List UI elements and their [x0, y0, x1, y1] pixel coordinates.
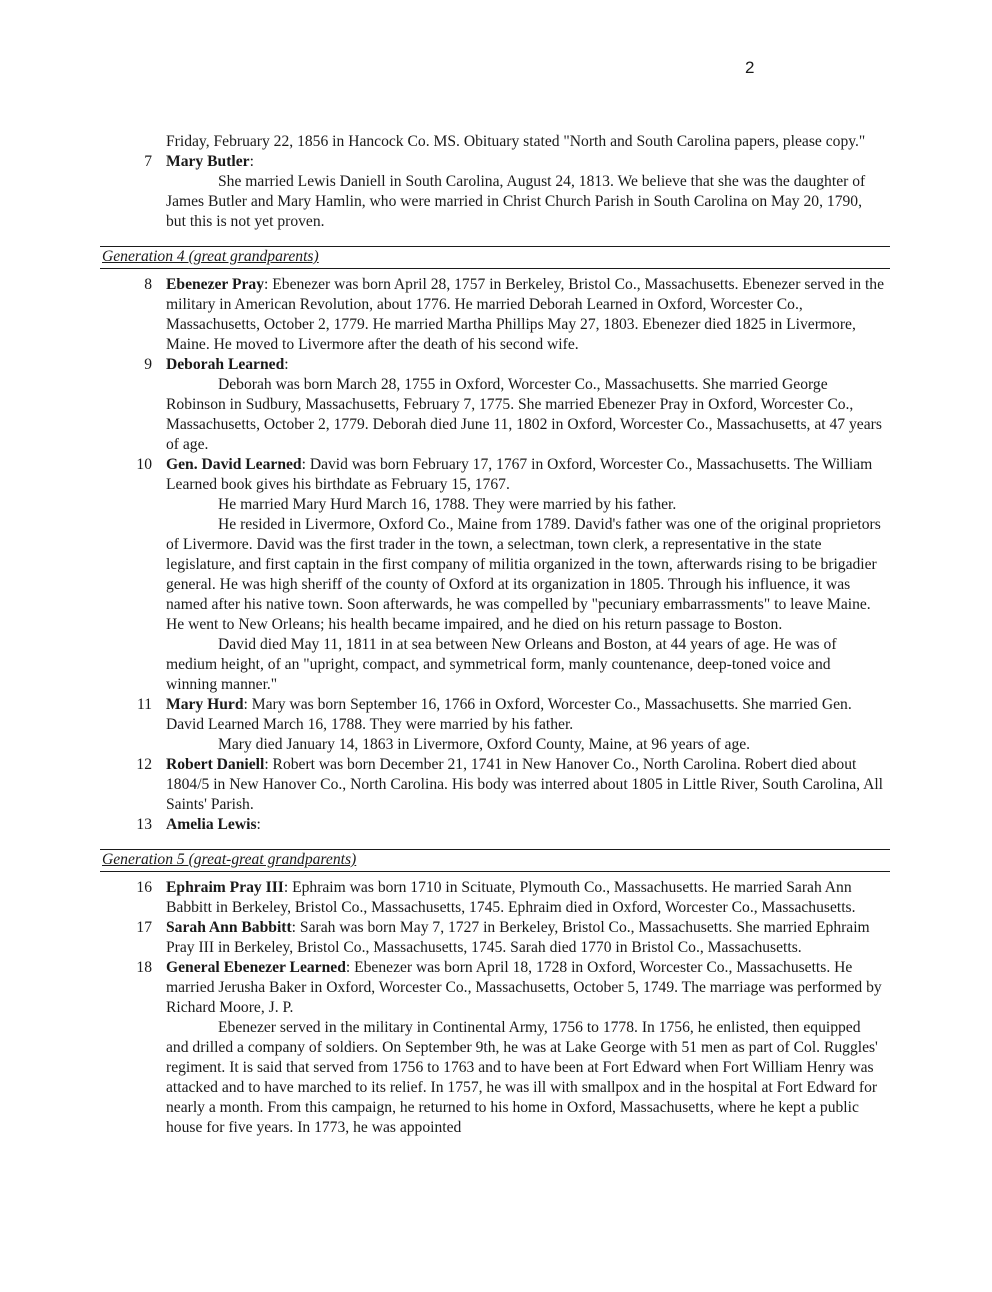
entry-paragraph: He married Mary Hurd March 16, 1788. They were married by his father. — [218, 496, 677, 513]
person-name: Ephraim Pray III — [166, 879, 284, 896]
person-entry — [100, 152, 890, 232]
entry-paragraph: Ebenezer served in the military in Continental Army, 1756 to 1778. In 1756, he enlisted, then equipped and drilled a company of soldiers. On September 9th, he was at Lake George with 51 men as part of Col. Ruggles' regiment. It is said that served from 1756 to 1763 and to have been at Fort Edward when Fort William Henry was attacked and to have marched to its relief. In 1757, he was ill with smallpox and in the hospital at Fort Edward for nearly a month. From this campaign, he returned to his home in Oxford, Massachusetts, where he kept a public house for five years. In 1773, he was appointed — [166, 1019, 878, 1136]
entry-number: 9 — [144, 356, 152, 373]
person-entry — [100, 958, 890, 1138]
generation-4-entries — [100, 275, 890, 835]
person-name: Sarah Ann Babbitt — [166, 919, 292, 936]
entry-text: : — [256, 816, 261, 833]
entry-first-paragraph — [166, 918, 884, 958]
entry-paragraph: She married Lewis Daniell in South Carolina, August 24, 1813. We believe that she was the daughter of James Butler and Mary Hamlin, who were married in Christ Church Parish in South Carolina on May 20, 1790, but this is not yet proven. — [166, 173, 866, 230]
person-name: Ebenezer Pray — [166, 276, 265, 293]
page-number: 2 — [745, 58, 755, 77]
entry-number: 16 — [136, 879, 152, 896]
entry-first-paragraph — [166, 275, 884, 355]
entry-first-paragraph — [166, 455, 884, 495]
entry-text: : — [249, 153, 254, 170]
person-entry — [100, 355, 890, 455]
person-name: Mary Butler — [166, 153, 250, 170]
entry-number: 17 — [136, 919, 152, 936]
entry-number: 13 — [136, 816, 152, 833]
entry-text: : Mary was born September 16, 1766 in Oxford, Worcester Co., Massachusetts. She married Gen. David Learned March 16, 1788. They were married by his father. — [166, 696, 852, 733]
person-name: Amelia Lewis — [166, 816, 257, 833]
person-entry — [100, 455, 890, 695]
entry-first-paragraph — [166, 355, 884, 375]
entry-paragraph: He resided in Livermore, Oxford Co., Maine from 1789. David's father was one of the original proprietors of Livermore. David was the first trader in the town, a selectman, town clerk, a representative in the state legislature, and first captain in the first company of militia organized in the town, afterwards rising to be brigadier general. He was high sheriff of the county of Oxford at its organization in 1805. Through his influence, it was named after his native town. Soon afterwards, he was compelled by "pecuniary embarrassments" to leave Maine. He went to New Orleans; his health became impaired, and he died on his return passage to Boston. — [166, 516, 881, 633]
entry-paragraph: David died May 11, 1811 in at sea between New Orleans and Boston, at 44 years of age. He was of medium height, of an "upright, compact, and symmetrical form, manly countenance, deep-toned voice and winning manner." — [166, 636, 837, 693]
entry-first-paragraph — [166, 878, 884, 918]
person-entry — [100, 918, 890, 958]
person-name: Deborah Learned — [166, 356, 285, 373]
continuation-paragraph: Friday, February 22, 1856 in Hancock Co. MS. Obituary stated "North and South Carolina papers, please copy." — [166, 133, 866, 150]
generation-5-title: Generation 5 (great-great grandparents) — [102, 851, 357, 868]
entry-text: : Sarah was born May 7, 1727 in Berkeley, Bristol Co., Massachusetts. She married Ephraim Pray III in Berkeley, Bristol Co., Massachusetts, 1745. Sarah died 1770 in Bristol Co., Massachusetts. — [166, 919, 870, 956]
entry-text: : David was born February 17, 1767 in Oxford, Worcester Co., Massachusetts. The William Learned book gives his birthdate as February 15, 1767. — [166, 456, 873, 493]
entry-first-paragraph — [166, 815, 884, 835]
generation-5-header — [100, 849, 890, 872]
document-body — [100, 132, 890, 1138]
entry-number: 7 — [144, 153, 152, 170]
entry-number: 12 — [136, 756, 152, 773]
entry-paragraph: Deborah was born March 28, 1755 in Oxford, Worcester Co., Massachusetts. She married George Robinson in Sudbury, Massachusetts, February 7, 1775. She married Ebenezer Pray in Oxford, Worcester Co., Massachusetts, October 2, 1779. Deborah died June 11, 1802 in Oxford, Worcester Co., Massachusetts, at 47 years of age. — [166, 376, 882, 453]
entry-text: : — [284, 356, 289, 373]
person-entry — [100, 695, 890, 755]
generation-4-header — [100, 246, 890, 269]
person-name: Gen. David Learned — [166, 456, 302, 473]
person-name: General Ebenezer Learned — [166, 959, 346, 976]
entry-number: 8 — [144, 276, 152, 293]
entry-first-paragraph — [166, 958, 884, 1018]
entry-text: : Ephraim was born 1710 in Scituate, Plymouth Co., Massachusetts. He married Sarah Ann Babbitt in Berkeley, Bristol Co., Massachusetts, 1745. Ephraim died in Oxford, Worcester Co., Massachusetts. — [166, 879, 856, 916]
top-entries — [100, 152, 890, 232]
entry-first-paragraph — [166, 695, 884, 735]
generation-4-title: Generation 4 (great grandparents) — [102, 248, 319, 265]
person-entry — [100, 755, 890, 815]
entry-number: 11 — [136, 696, 152, 713]
entry-first-paragraph — [166, 755, 884, 815]
person-entry — [100, 275, 890, 355]
entry-number: 18 — [136, 959, 152, 976]
continuation-text — [100, 132, 890, 152]
entry-text: : Ebenezer was born April 18, 1728 in Oxford, Worcester Co., Massachusetts. He married Jerusha Baker in Oxford, Worcester Co., Massachusetts, October 5, 1749. The marriage was performed by Richard Moore, J. P. — [166, 959, 882, 1016]
generation-5-entries — [100, 878, 890, 1138]
person-entry — [100, 878, 890, 918]
person-name: Robert Daniell — [166, 756, 265, 773]
entry-text: : Ebenezer was born April 28, 1757 in Berkeley, Bristol Co., Massachusetts. Ebenezer served in the military in American Revolution, about 1776. He married Deborah Learned in Oxford, Worcester Co., Massachusetts, October 2, 1779. He married Martha Phillips May 27, 1803. Ebenezer died 1825 in Livermore, Maine. He moved to Livermore after the death of his second wife. — [166, 276, 884, 353]
entry-text: : Robert was born December 21, 1741 in New Hanover Co., North Carolina. Robert died about 1804/5 in New Hanover Co., North Carolina. His body was interred about 1805 in Little River, South Carolina, All Saints' Parish. — [166, 756, 884, 813]
entry-paragraph: Mary died January 14, 1863 in Livermore, Oxford County, Maine, at 96 years of age. — [218, 736, 751, 753]
entry-first-paragraph — [166, 152, 884, 172]
person-name: Mary Hurd — [166, 696, 244, 713]
person-entry — [100, 815, 890, 835]
entry-number: 10 — [136, 456, 152, 473]
